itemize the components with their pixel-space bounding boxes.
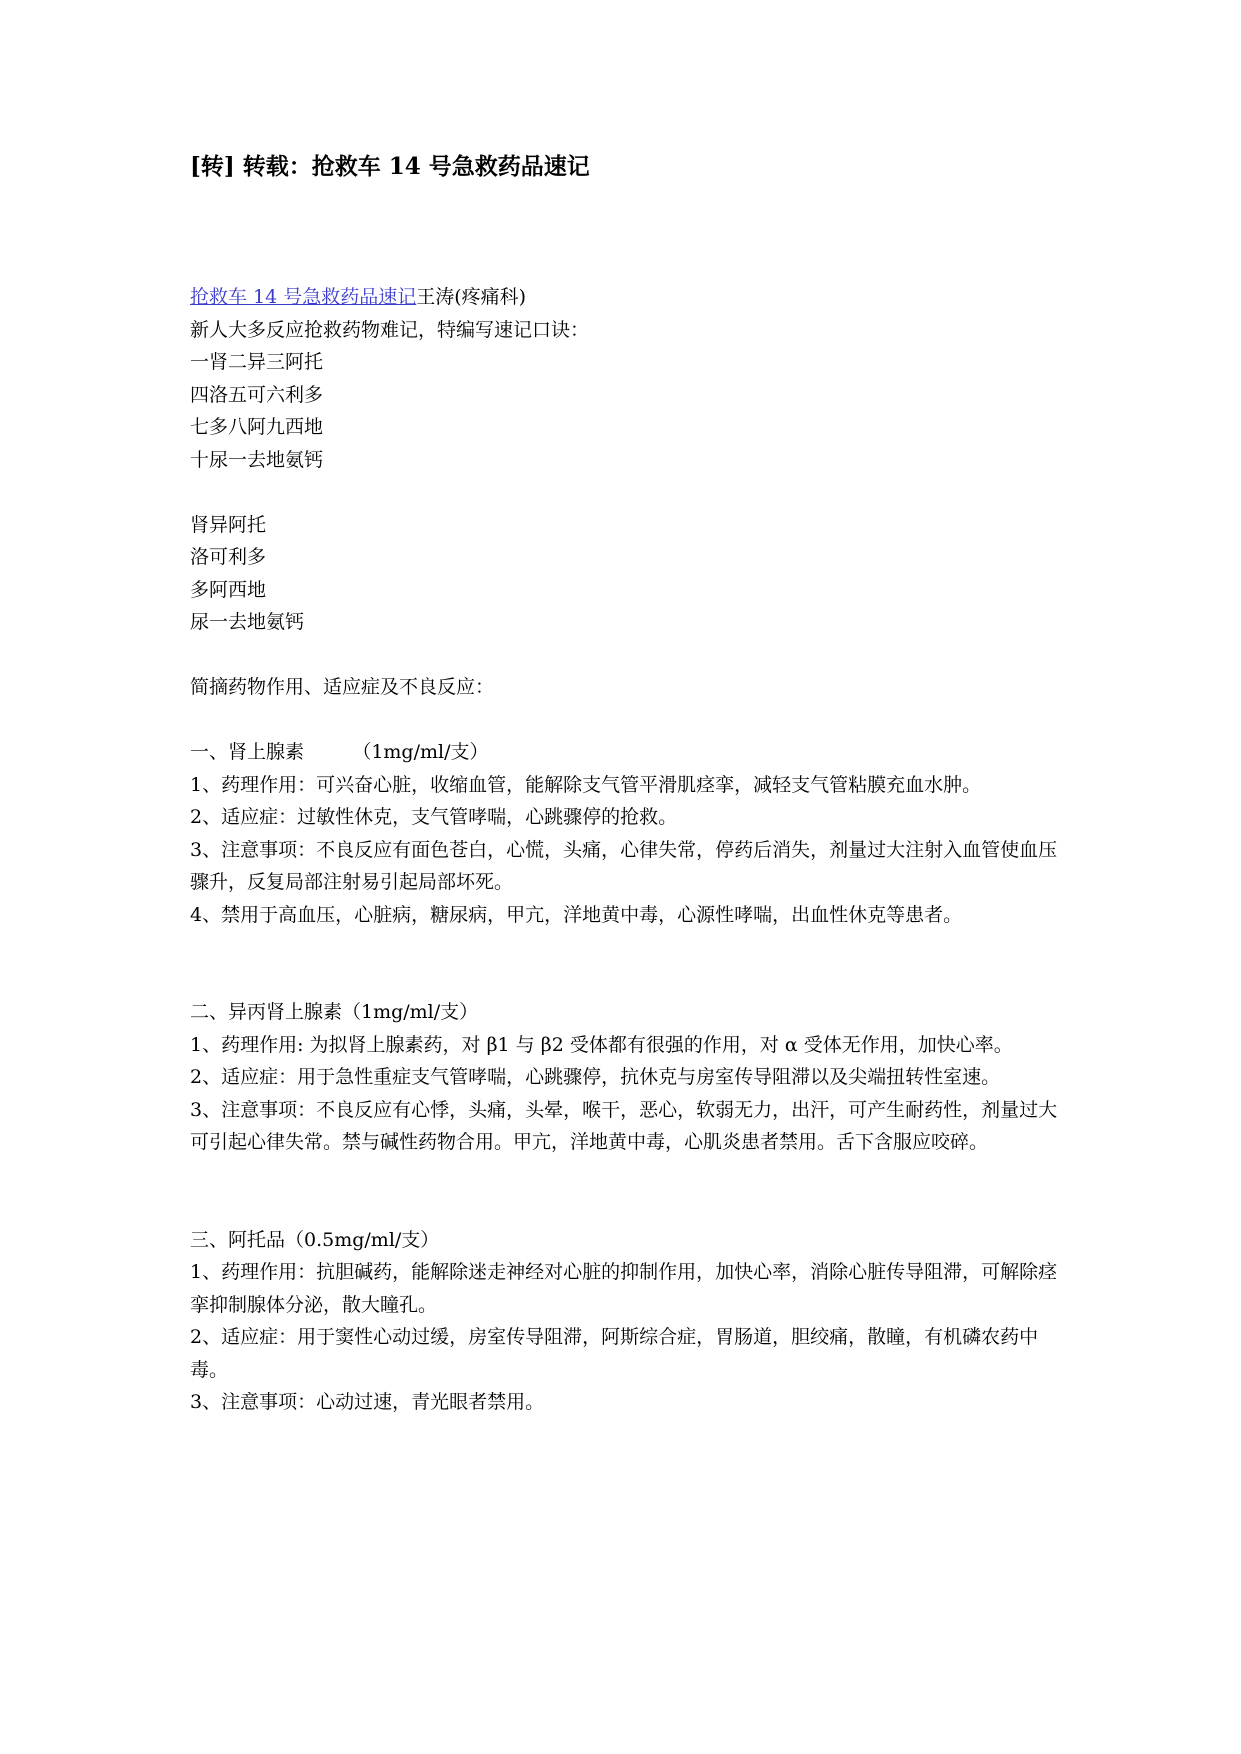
drug-item: 1、药理作用：可兴奋心脏，收缩血管，能解除支气管平滑肌痉挛，减轻支气管粘膜充血水肿。	[190, 773, 982, 796]
drug-heading: 二、异丙肾上腺素（1mg/ml/支）	[190, 1001, 479, 1023]
mnemonic-short-line: 洛可利多	[190, 546, 267, 568]
summary-heading: 简摘药物作用、适应症及不良反应：	[190, 676, 495, 698]
spacer	[190, 931, 1060, 996]
drug-item: 2、适应症：用于窦性心动过缓，房室传导阻滞，阿斯综合症，胃肠道，胆绞痛，散瞳，有机磷农药中毒。	[190, 1326, 1039, 1381]
document-body	[190, 281, 1060, 1419]
mnemonic-short-line: 多阿西地	[190, 578, 267, 601]
mnemonic-line: 四洛五可六利多	[190, 383, 324, 406]
mnemonic-short-line: 肾异阿托	[190, 513, 267, 536]
drug-item: 3、注意事项：不良反应有心悸，头痛，头晕，喉干，恶心，软弱无力，出汗，可产生耐药性，剂量过大可引起心律失常。禁与碱性药物合用。甲亢，洋地黄中毒，心肌炎患者禁用。舌下含服应咬碎。	[190, 1098, 1058, 1153]
drug-item: 4、禁用于高血压，心脏病，糖尿病，甲亢，洋地黄中毒，心源性哮喘，出血性休克等患者。	[190, 903, 963, 926]
mnemonic-short-line: 尿一去地氨钙	[190, 611, 305, 633]
drug-item: 3、注意事项：不良反应有面色苍白，心慌，头痛，心律失常，停药后消失，剂量过大注射入血管使血压骤升，反复局部注射易引起局部坏死。	[190, 838, 1058, 893]
spacer	[190, 476, 1060, 509]
drug-item: 1、药理作用：抗胆碱药，能解除迷走神经对心脏的抑制作用，加快心率，消除心脏传导阻滞，可解除痉挛抑制腺体分泌，散大瞳孔。	[190, 1261, 1058, 1316]
drug-section-atropine	[190, 1224, 1060, 1419]
drug-item: 2、适应症：用于急性重症支气管哮喘，心跳骤停，抗休克与房室传导阻滞以及尖端扭转性室速。	[190, 1066, 1001, 1088]
mnemonic-line: 七多八阿九西地	[190, 416, 324, 438]
mnemonic-line: 十尿一去地氨钙	[190, 448, 324, 471]
author-label: 王涛(疼痛科)	[416, 286, 527, 308]
spacer	[190, 639, 1060, 672]
drug-item: 3、注意事项：心动过速，青光眼者禁用。	[190, 1391, 545, 1413]
drug-item: 1、药理作用: 为拟肾上腺素药，对 β1 与 β2 受体都有很强的作用，对 α 受体无作用，加快心率。	[190, 1033, 1013, 1056]
page-title: [转] 转载：抢救车 14 号急救药品速记	[190, 153, 590, 180]
drug-item: 2、适应症：过敏性休克，支气管哮喘，心跳骤停的抢救。	[190, 806, 678, 828]
drug-heading: 一、肾上腺素 （1mg/ml/支）	[190, 741, 489, 763]
spacer	[190, 1159, 1060, 1224]
mnemonic-line: 一肾二异三阿托	[190, 351, 324, 373]
drug-section-isoprenaline	[190, 996, 1060, 1159]
intro-line	[190, 281, 1060, 314]
intro-lead: 新人大多反应抢救药物难记，特编写速记口诀：	[190, 318, 590, 341]
drug-heading: 三、阿托品（0.5mg/ml/支）	[190, 1228, 440, 1251]
spacer	[190, 704, 1060, 737]
article-link[interactable]: 抢救车 14 号急救药品速记	[190, 286, 417, 308]
drug-section-epinephrine	[190, 736, 1060, 931]
